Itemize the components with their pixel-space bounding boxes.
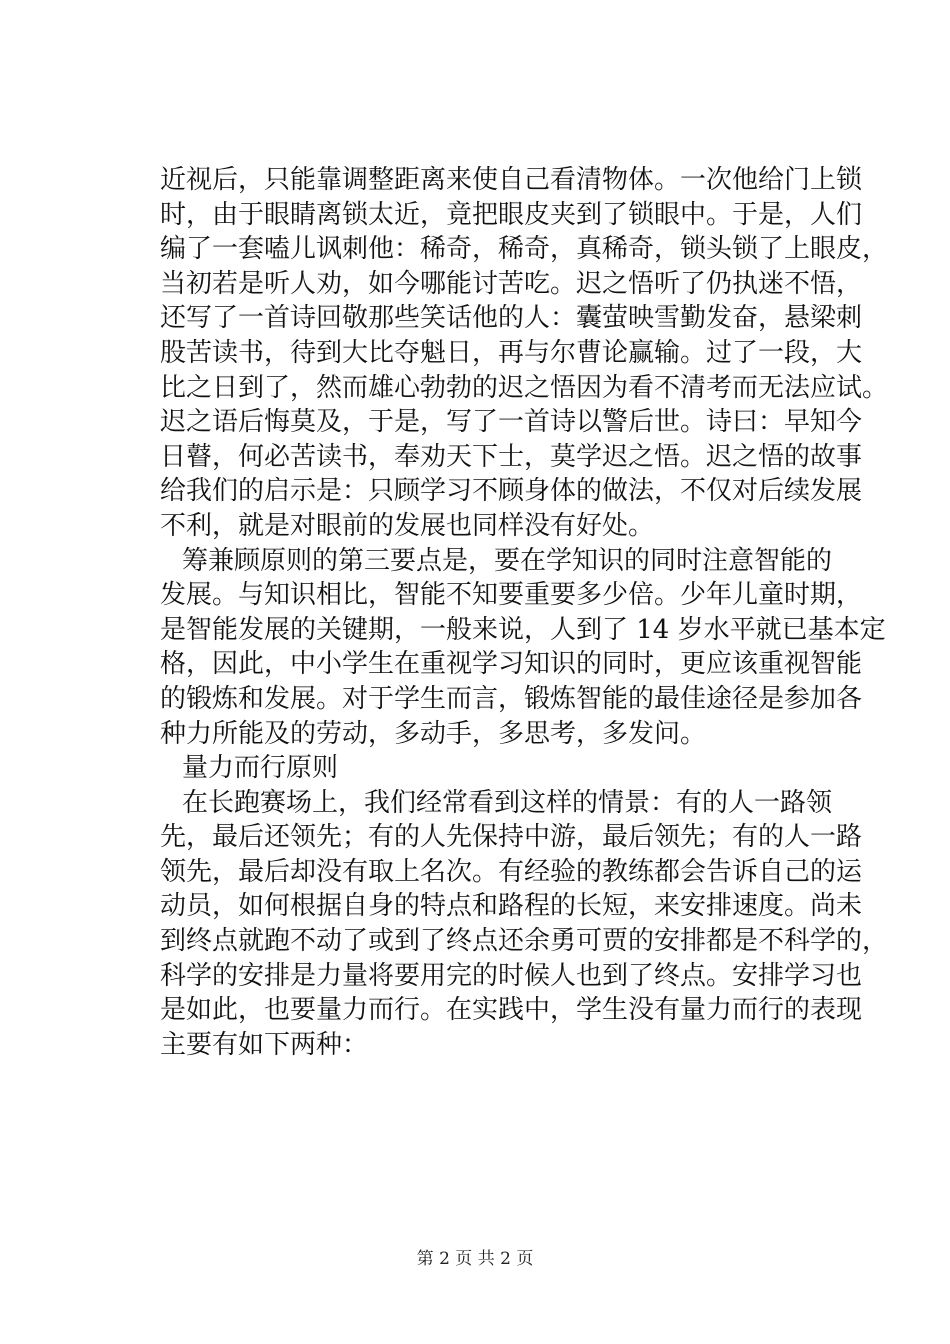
text-line: 发展。与知识相比，智能不知要重要多少倍。少年儿童时期，	[160, 580, 863, 611]
text-line: 时，由于眼睛离锁太近，竟把眼皮夹到了锁眼中。于是，人们	[160, 199, 863, 230]
text-line: 是如此，也要量力而行。在实践中，学生没有量力而行的表现	[160, 995, 863, 1026]
text-line: 筹兼顾原则的第三要点是，要在学知识的同时注意智能的	[182, 545, 833, 576]
text-line: 先，最后还领先；有的人先保持中游，最后领先；有的人一路	[160, 822, 863, 853]
section-heading	[160, 751, 820, 786]
text-line: 不利，就是对眼前的发展也同样没有好处。	[160, 510, 655, 541]
text-line: 到终点就跑不动了或到了终点还余勇可贾的安排都是不科学的，	[160, 926, 889, 957]
text-line: 种力所能及的劳动，多动手，多思考，多发问。	[160, 718, 707, 749]
text-line: 是智能发展的关键期，一般来说，人到了 14 岁水平就已基本定	[160, 614, 886, 645]
text-line: 日瞽，何必苦读书，奉劝天下士，莫学迟之悟。迟之悟的故事	[160, 441, 863, 472]
heading-text: 量力而行原则	[182, 753, 339, 784]
text-line: 比之日到了，然而雄心勃勃的迟之悟因为看不清考而无法应试。	[160, 372, 889, 403]
text-line: 主要有如下两种：	[160, 1029, 369, 1060]
text-line: 还写了一首诗回敬那些笑话他的人：囊萤映雪勤发奋，悬梁刺	[160, 303, 863, 334]
text-line: 股苦读书，待到大比夺魁日，再与尔曹论赢输。过了一段，大	[160, 337, 863, 368]
page-footer	[0, 1244, 950, 1269]
text-line: 近视后，只能靠调整距离来使自己看清物体。一次他给门上锁	[160, 165, 863, 195]
page-number: 第 2 页 共 2 页	[416, 1249, 534, 1269]
text-line: 领先，最后却没有取上名次。有经验的教练都会告诉自己的运	[160, 856, 863, 887]
paragraph-1	[160, 163, 889, 544]
text-line: 格，因此，中小学生在重视学习知识的同时，更应该重视智能	[160, 649, 863, 680]
text-line: 动员，如何根据自身的特点和路程的长短，来安排速度。尚未	[160, 891, 863, 922]
paragraph-2	[160, 544, 886, 752]
text-line: 当初若是听人劝，如今哪能讨苦吃。迟之悟听了仍执迷不悟，	[160, 268, 863, 299]
document-body	[160, 163, 889, 1062]
text-line: 在长跑赛场上，我们经常看到这样的情景：有的人一路领	[182, 787, 833, 818]
text-line: 迟之语后悔莫及，于是，写了一首诗以警后世。诗曰：早知今	[160, 407, 863, 438]
paragraph-3	[160, 786, 889, 1063]
text-line: 给我们的启示是：只顾学习不顾身体的做法，不仅对后续发展	[160, 476, 863, 507]
text-line: 的锻炼和发展。对于学生而言，锻炼智能的最佳途径是参加各	[160, 683, 863, 714]
text-line: 科学的安排是力量将要用完的时候人也到了终点。安排学习也	[160, 960, 863, 991]
text-line: 编了一套嗑儿讽刺他：稀奇，稀奇，真稀奇，锁头锁了上眼皮，	[160, 234, 889, 265]
